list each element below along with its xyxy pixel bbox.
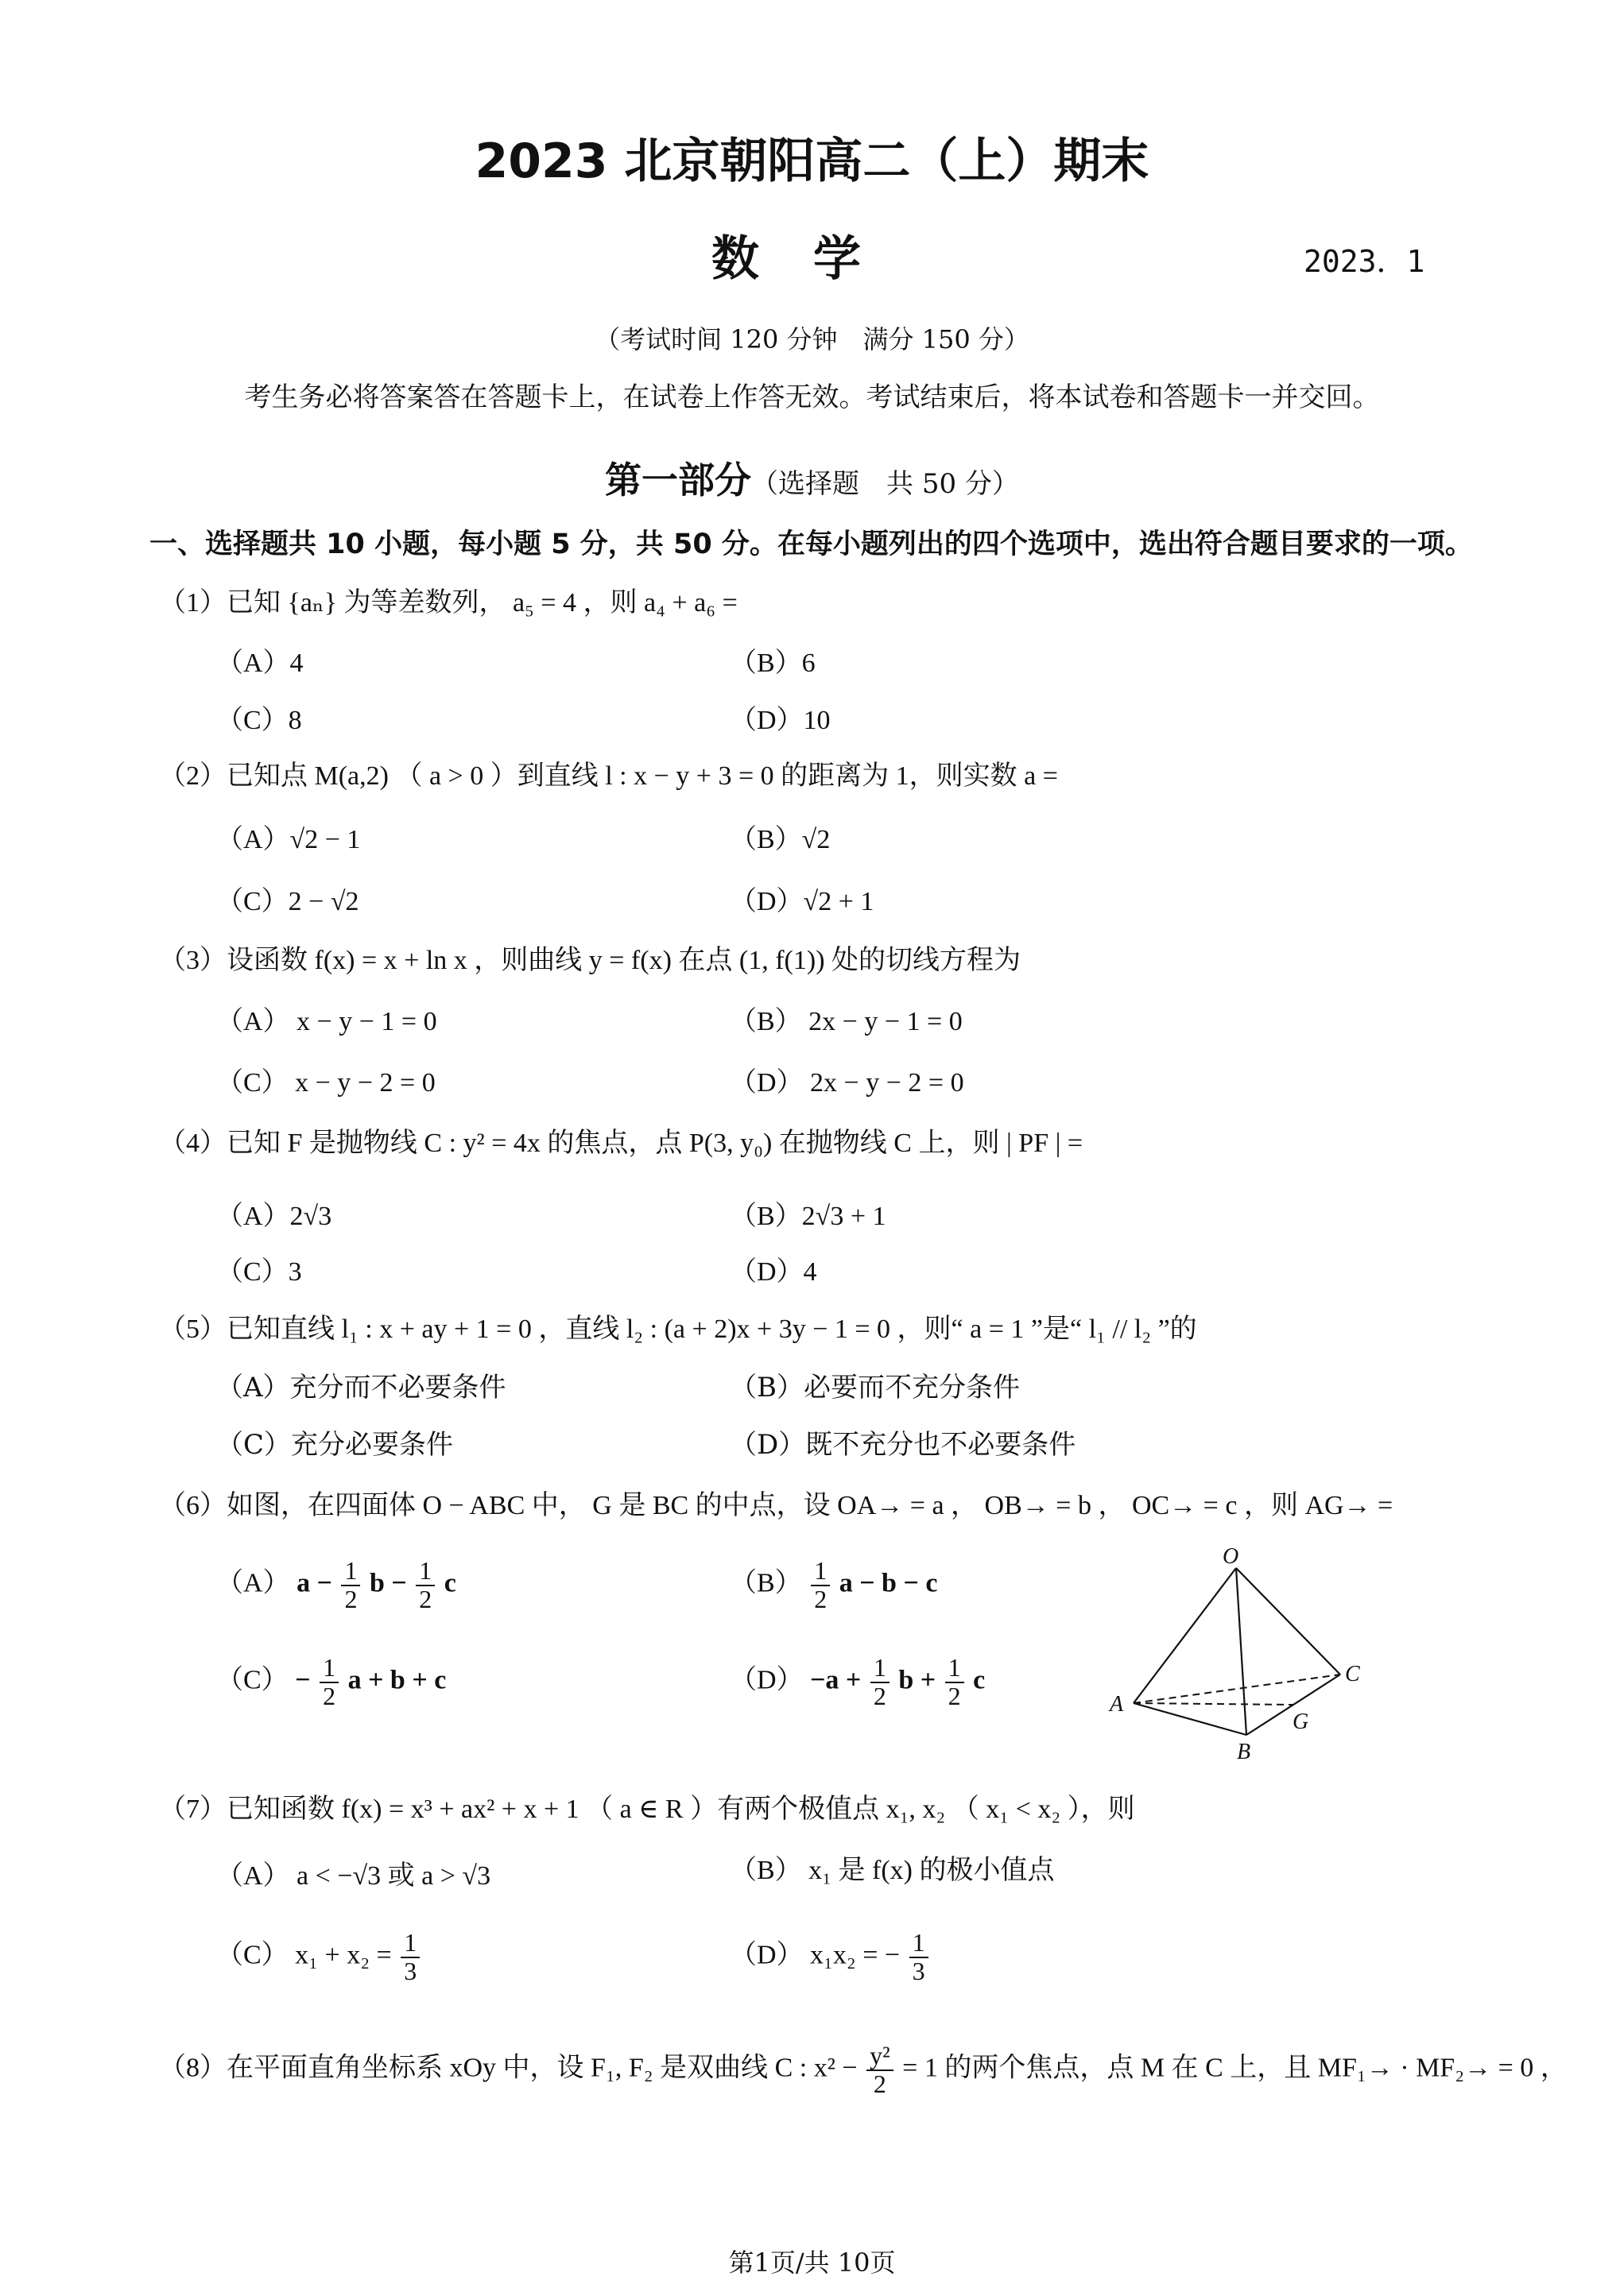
frac-num: 1 bbox=[341, 1558, 360, 1586]
q6-option-c[interactable] bbox=[216, 1655, 446, 1709]
subject-title: 数 学 bbox=[711, 231, 864, 287]
edge-oc bbox=[1236, 1568, 1340, 1675]
frac-num: 1 bbox=[945, 1655, 964, 1683]
frac-num: 1 bbox=[320, 1655, 339, 1683]
q7-c-lead: （C） x₁ + x₂ = bbox=[216, 1940, 392, 1970]
edge-ac-dashed bbox=[1134, 1675, 1340, 1703]
q6-d-label: （D） bbox=[730, 1665, 804, 1695]
q6-c-label: （C） bbox=[216, 1665, 289, 1695]
q1-option-b[interactable]: （B）6 bbox=[730, 649, 816, 678]
label-g: G bbox=[1293, 1709, 1309, 1734]
q3-option-c[interactable]: （C） x − y − 2 = 0 bbox=[216, 1068, 436, 1098]
q6-option-d[interactable] bbox=[730, 1655, 985, 1709]
q7-option-d[interactable] bbox=[730, 1930, 931, 1984]
q1-option-c[interactable]: （C）8 bbox=[216, 706, 302, 735]
frac-den: 2 bbox=[873, 2069, 886, 2098]
q6-a-label: （A） bbox=[216, 1568, 290, 1598]
q5-option-a[interactable]: （A）充分而不必要条件 bbox=[216, 1372, 506, 1404]
q8-lead: （8）在平面直角坐标系 xOy 中，设 F₁, F₂ 是双曲线 C : x² − bbox=[159, 2053, 858, 2083]
exam-notice: 考生务必将答案答在答题卡上，在试卷上作答无效。考试结束后，将本试卷和答题卡一并交回。 bbox=[244, 381, 1380, 413]
question-6: （6）如图，在四面体 O − ABC 中， G 是 BC 的中点，设 OA→ = a ， OB→ = b ， OC→ = c ，则 AG→ = bbox=[159, 1491, 1393, 1520]
part-subtitle: （选择题 共 50 分） bbox=[751, 468, 1019, 500]
q7-d-frac bbox=[909, 1930, 928, 1984]
q5-option-b[interactable]: （B）必要而不充分条件 bbox=[730, 1372, 1020, 1404]
q6-c-frac bbox=[320, 1655, 339, 1709]
q6-c-tail: a + b + c bbox=[347, 1665, 447, 1695]
q8-tail: = 1 的两个焦点，点 M 在 C 上，且 MF₁→ · MF₂→ = 0 ， bbox=[902, 2053, 1568, 2083]
frac-den: 3 bbox=[404, 1956, 417, 1985]
section-instructions: 一、选择题共 10 小题，每小题 5 分，共 50 分。在每小题列出的四个选项中，选出符合题目要求的一项。 bbox=[149, 529, 1473, 560]
q3-option-d[interactable]: （D） 2x − y − 2 = 0 bbox=[730, 1068, 964, 1098]
frac-den: 3 bbox=[912, 1956, 925, 1985]
q4-option-d[interactable]: （D）4 bbox=[730, 1257, 817, 1287]
q7-option-c[interactable] bbox=[216, 1930, 422, 1984]
q1-option-d[interactable]: （D）10 bbox=[730, 706, 831, 735]
q6-d-mid: b + bbox=[898, 1665, 936, 1695]
label-a: A bbox=[1110, 1692, 1124, 1717]
edge-ab bbox=[1134, 1703, 1246, 1735]
label-b: B bbox=[1237, 1740, 1251, 1764]
q2-option-d[interactable]: （D）√2 + 1 bbox=[730, 887, 874, 916]
q6-b-tail: a − b − c bbox=[839, 1568, 938, 1598]
label-c: C bbox=[1345, 1662, 1360, 1686]
label-o: O bbox=[1223, 1546, 1239, 1569]
frac-den: 2 bbox=[323, 1681, 336, 1710]
question-5: （5）已知直线 l₁ : x + ay + 1 = 0 ，直线 l₂ : (a + 2)x + 3y − 1 = 0 ，则“ a = 1 ”是“ l₁ // l₂ ”的 bbox=[159, 1314, 1197, 1344]
question-3: （3）设函数 f(x) = x + ln x ，则曲线 y = f(x) 在点 (1, f(1)) 处的切线方程为 bbox=[159, 946, 1021, 975]
q2-option-c[interactable]: （C）2 − √2 bbox=[216, 887, 359, 916]
frac-num: 1 bbox=[401, 1930, 420, 1958]
q6-c-lead: − bbox=[295, 1665, 311, 1695]
q6-a-tail: c bbox=[444, 1568, 456, 1598]
q6-d-lead: −a + bbox=[810, 1665, 862, 1695]
q2-option-a[interactable]: （A）√2 − 1 bbox=[216, 825, 361, 854]
q5-option-c[interactable]: （C）充分必要条件 bbox=[216, 1429, 454, 1461]
q6-option-a[interactable] bbox=[216, 1558, 456, 1613]
q2-option-b[interactable]: （B）√2 bbox=[730, 825, 831, 854]
q6-a-frac2 bbox=[416, 1558, 435, 1613]
q6-b-frac bbox=[811, 1558, 830, 1613]
q7-option-b[interactable]: （B） x₁ 是 f(x) 的极小值点 bbox=[730, 1856, 1055, 1885]
edge-ag-dashed bbox=[1134, 1703, 1293, 1705]
q7-option-a[interactable]: （A） a < −√3 或 a > √3 bbox=[216, 1861, 491, 1891]
frac-num: 1 bbox=[416, 1558, 435, 1586]
question-7: （7）已知函数 f(x) = x³ + ax² + x + 1 （ a ∈ R ）有两个极值点 x₁, x₂ （ x₁ < x₂ ），则 bbox=[159, 1795, 1135, 1824]
page-title: 2023 北京朝阳高二（上）期末 bbox=[475, 134, 1149, 189]
question-4: （4）已知 F 是抛物线 C : y² = 4x 的焦点，点 P(3, y₀) 在抛物线 C 上，则 | PF | = bbox=[159, 1129, 1083, 1158]
q5-option-d[interactable]: （D）既不充分也不必要条件 bbox=[730, 1429, 1076, 1461]
q6-a-mid: b − bbox=[369, 1568, 407, 1598]
q6-option-b[interactable] bbox=[730, 1558, 937, 1613]
frac-den: 2 bbox=[344, 1584, 358, 1613]
edge-oa bbox=[1134, 1568, 1236, 1703]
page-number: 第1页/共 10页 bbox=[728, 2248, 896, 2278]
frac-den: 2 bbox=[948, 1681, 961, 1710]
part-title: 第一部分 bbox=[605, 459, 752, 501]
q7-d-lead: （D） x₁x₂ = − bbox=[730, 1940, 901, 1970]
tetrahedron-figure bbox=[1105, 1546, 1375, 1768]
q6-a-lead: a − bbox=[297, 1568, 332, 1598]
frac-den: 2 bbox=[873, 1681, 886, 1710]
q4-option-b[interactable]: （B）2√3 + 1 bbox=[730, 1202, 886, 1231]
frac-num: 1 bbox=[909, 1930, 928, 1958]
q6-a-frac1 bbox=[341, 1558, 360, 1613]
section-heading bbox=[0, 451, 1624, 504]
q4-option-a[interactable]: （A）2√3 bbox=[216, 1202, 332, 1231]
frac-den: 2 bbox=[814, 1584, 828, 1613]
question-1: （1）已知 {aₙ} 为等差数列， a₅ = 4 ，则 a₄ + a₆ = bbox=[159, 588, 738, 618]
q3-option-a[interactable]: （A） x − y − 1 = 0 bbox=[216, 1007, 437, 1036]
frac-num: 1 bbox=[811, 1558, 830, 1586]
q3-option-b[interactable]: （B） 2x − y − 1 = 0 bbox=[730, 1007, 963, 1036]
frac-den: 2 bbox=[419, 1584, 432, 1613]
q8-frac bbox=[866, 2042, 893, 2097]
q6-b-label: （B） bbox=[730, 1568, 802, 1598]
q6-d-tail: c bbox=[973, 1665, 986, 1695]
q6-d-frac1 bbox=[870, 1655, 890, 1709]
exam-info: （考试时间 120 分钟 满分 150 分） bbox=[595, 324, 1029, 354]
question-8 bbox=[159, 2042, 1568, 2097]
frac-num: 1 bbox=[870, 1655, 890, 1683]
q6-d-frac2 bbox=[945, 1655, 964, 1709]
q1-option-a[interactable]: （A）4 bbox=[216, 649, 304, 678]
q7-c-frac bbox=[401, 1930, 420, 1984]
q4-option-c[interactable]: （C）3 bbox=[216, 1257, 302, 1287]
frac-num: y² bbox=[866, 2042, 893, 2071]
exam-date: 2023．1 bbox=[1304, 244, 1425, 279]
edge-ob bbox=[1236, 1568, 1246, 1735]
question-2: （2）已知点 M(a,2) （ a > 0 ）到直线 l : x − y + 3 = 0 的距离为 1，则实数 a = bbox=[159, 761, 1058, 791]
